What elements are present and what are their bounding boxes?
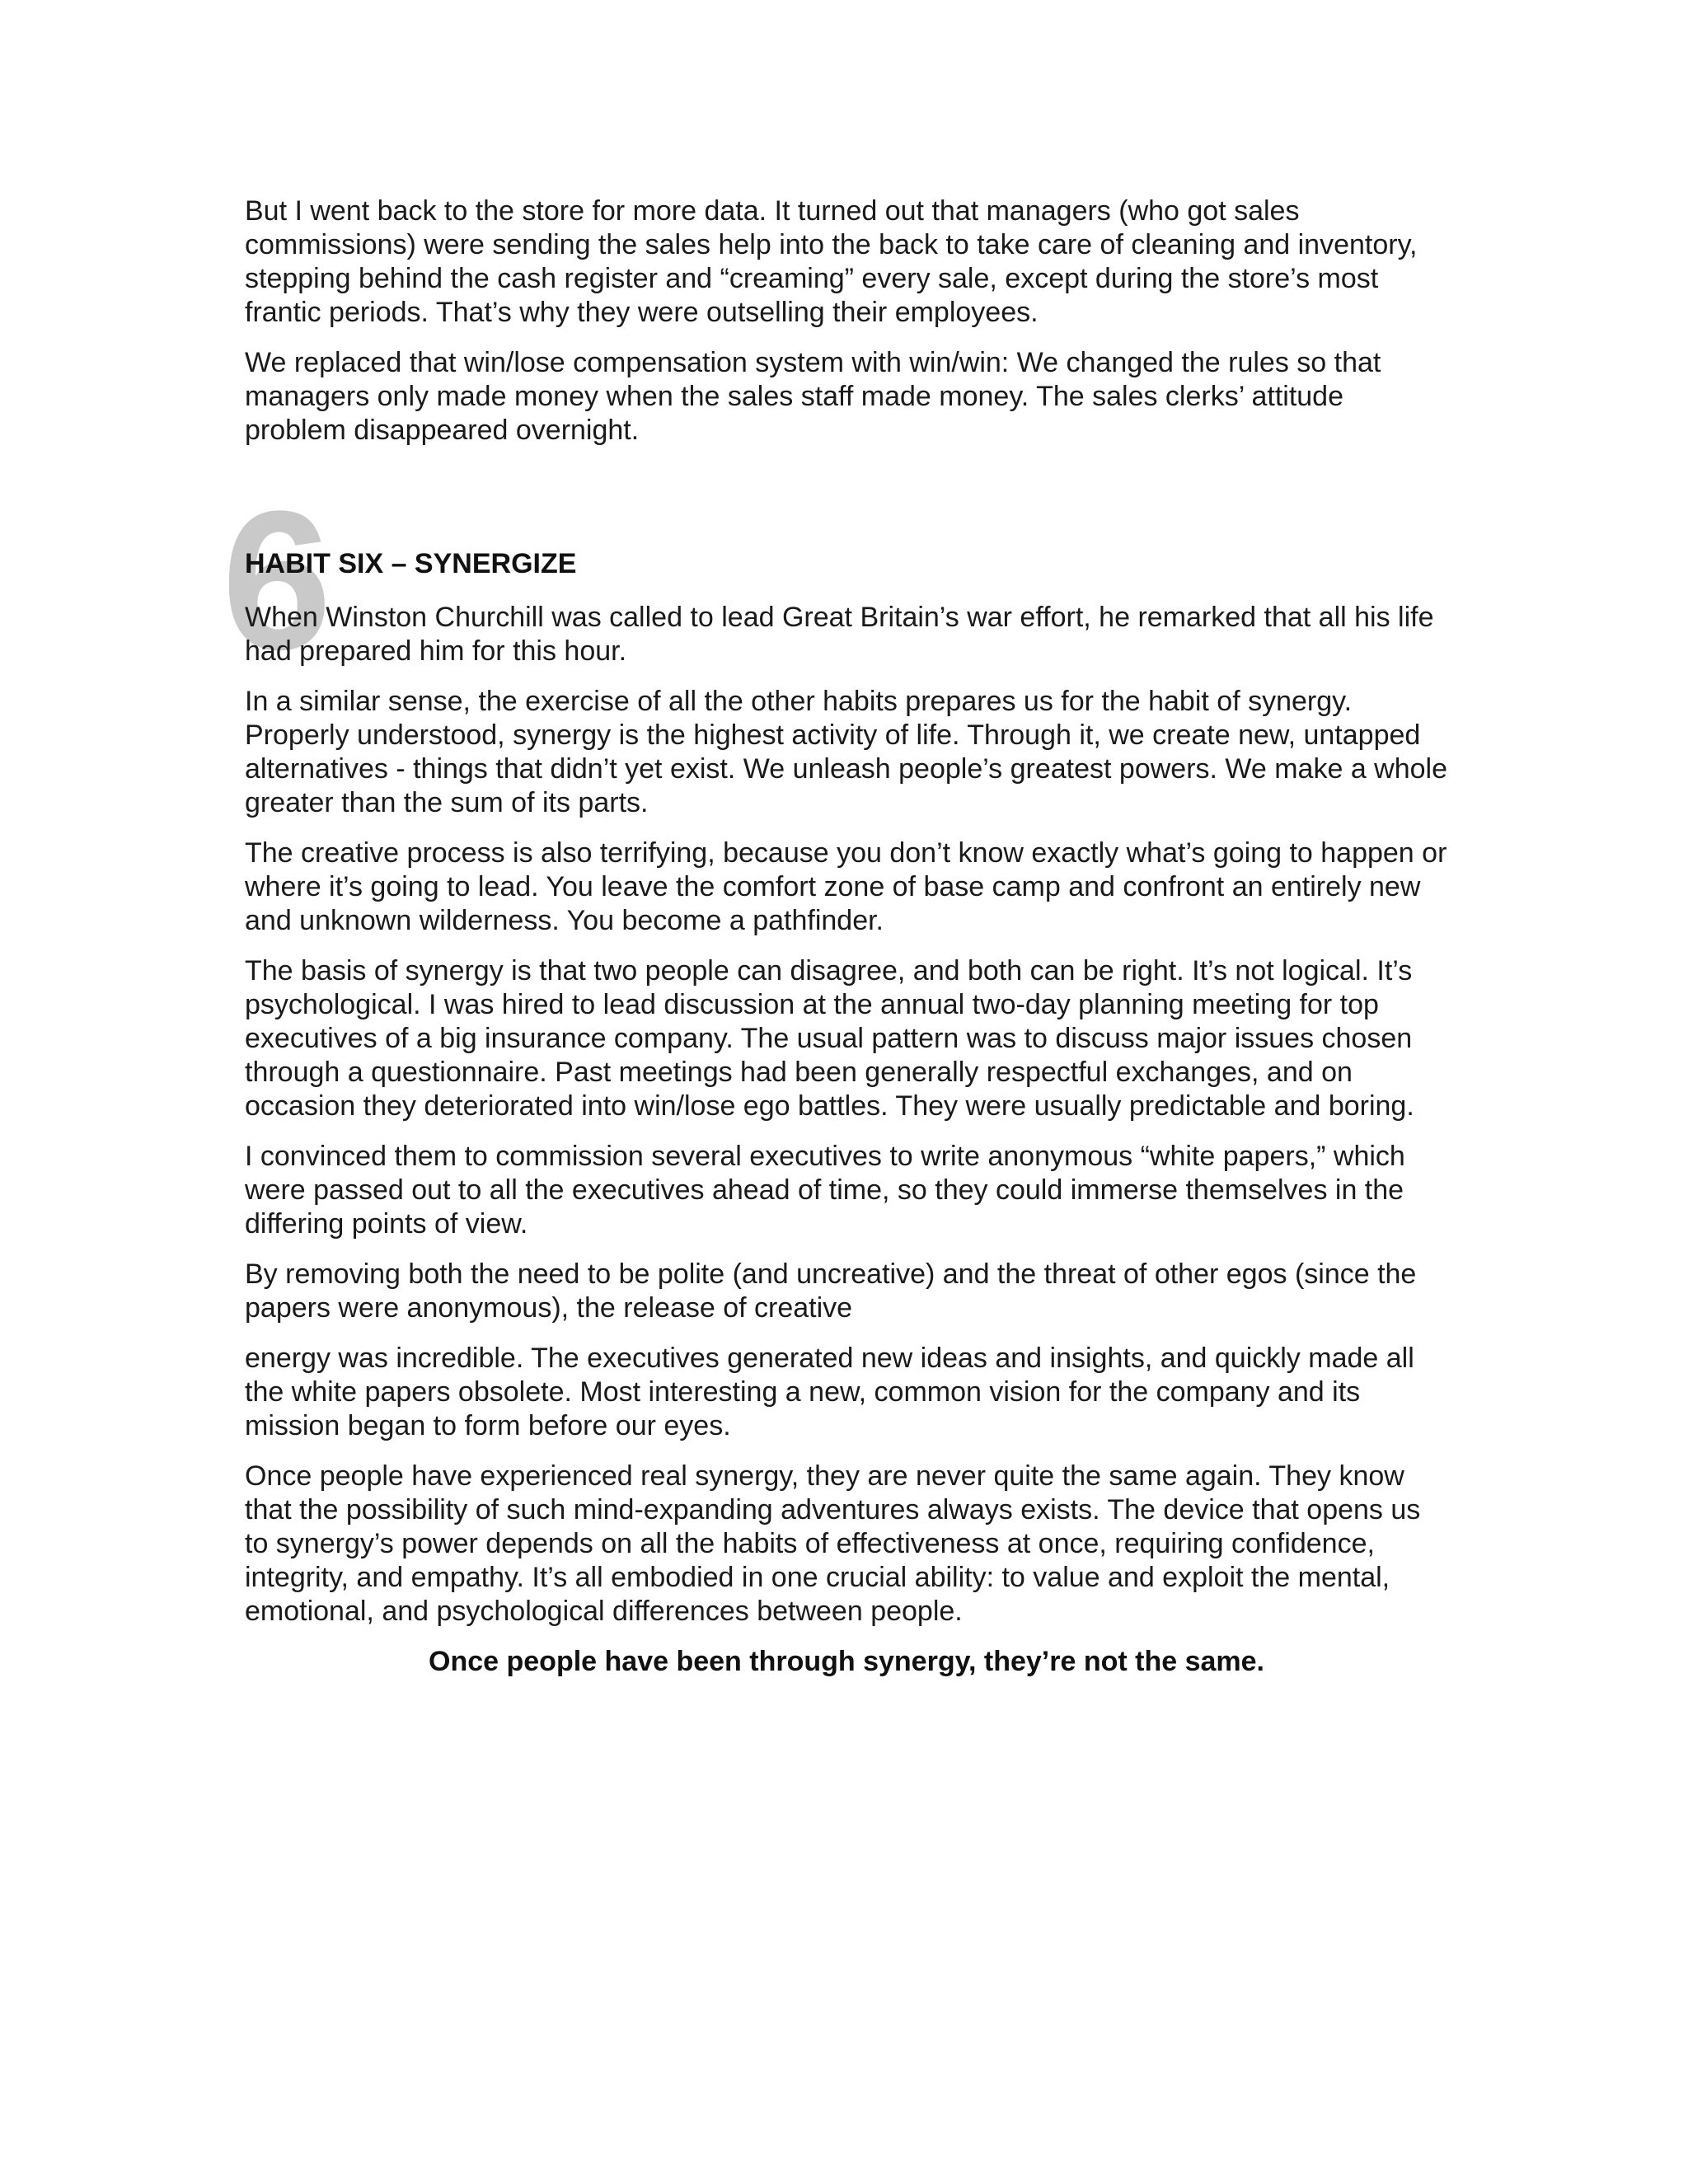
intro-paragraph: But I went back to the store for more data. It turned out that managers (who got sales commissions) were sending the sales help into the back to take care of cleaning and inventory, stepping behind the cash register and “creaming” every sale, except during the store’s most frantic periods. That’s why they were outselling their employees.: [245, 195, 1418, 328]
section-number-decoration: 6: [222, 470, 332, 691]
section-heading: HABIT SIX – SYNERGIZE: [245, 548, 577, 579]
body-paragraph: Once people have experienced real synergy, they are never quite the same again. They know that the possibility of such mind-expanding adventures always exists. The device that opens us to synergy’s power depends on all the habits of effectiveness at once, requiring confidence, integrity, and empathy. It’s all embodied in one crucial ability: to value and exploit the mental, emotional, and psychological differences between people.: [245, 1460, 1421, 1627]
body-paragraph: The basis of synergy is that two people can disagree, and both can be right. It’s not logical. It’s psychological. I was hired to lead discussion at the annual two-day planning meeting for top executives of a big insurance company. The usual pattern was to discuss major issues chosen through a questionnaire. Past meetings had been generally respectful exchanges, and on occasion they deteriorated into win/lose ego battles. They were usually predictable and boring.: [245, 955, 1414, 1122]
body-paragraph: The creative process is also terrifying, because you don’t know exactly what’s going to happen or where it’s going to lead. You leave the comfort zone of base camp and confront an entirely new and unknown wilderness. You become a pathfinder.: [245, 837, 1447, 936]
closing-statement: Once people have been through synergy, they’re not the same.: [429, 1646, 1264, 1677]
page-content: [222, 194, 1448, 1695]
body-paragraph: I convinced them to commission several executives to write anonymous “white papers,” which were passed out to all the executives ahead of time, so they could immerse themselves in the differing points of view.: [245, 1141, 1405, 1240]
body-paragraph: By removing both the need to be polite (and uncreative) and the threat of other egos (since the papers were anonymous), the release of creative: [245, 1258, 1417, 1324]
body-paragraph: When Winston Churchill was called to lead Great Britain’s war effort, he remarked that all his life had prepared him for this hour.: [245, 602, 1434, 667]
intro-paragraph: We replaced that win/lose compensation system with win/win: We changed the rules so that managers only made money when the sales staff made money. The sales clerks’ attitude problem disappeared overnight.: [245, 347, 1381, 446]
body-paragraph: energy was incredible. The executives generated new ideas and insights, and quickly made all the white papers obsolete. Most interesting a new, common vision for the company and its mission began to form before our eyes.: [245, 1343, 1414, 1441]
habit-six-section: [222, 470, 1448, 1679]
body-paragraph: In a similar sense, the exercise of all the other habits prepares us for the habit of synergy. Properly understood, synergy is the highest activity of life. Through it, we create new, untapped alternatives - things that didn’t yet exist. We unleash people’s greatest powers. We make a whole greater than the sum of its parts.: [245, 686, 1448, 818]
